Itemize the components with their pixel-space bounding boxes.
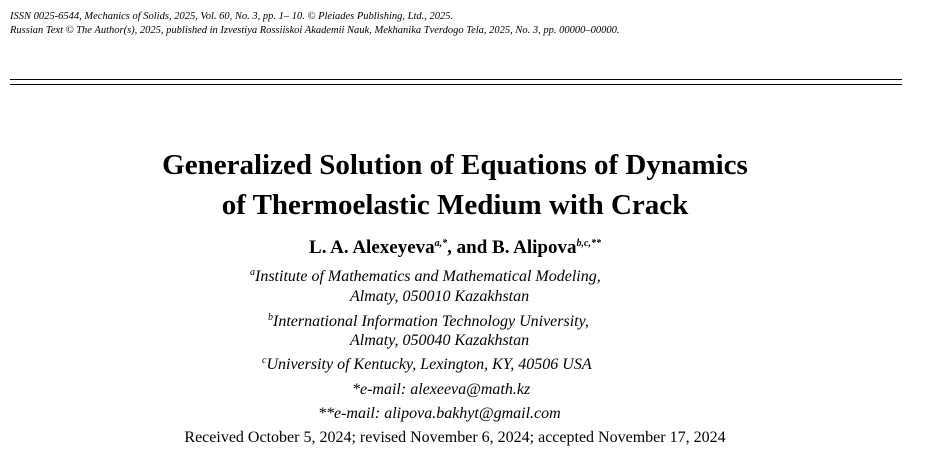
header-rule-top: [10, 79, 902, 80]
author-2-email[interactable]: **e-mail: alipova.bakhyt@gmail.com: [318, 405, 561, 422]
paper-title-line-1: Generalized Solution of Equations of Dynamics: [162, 149, 748, 181]
header-rule-bottom: [10, 84, 902, 85]
affiliation-c-mark: c: [262, 355, 267, 366]
russian-text-citation-line: Russian Text © The Author(s), 2025, published in Izvestiya Rossiiskoi Akademii Nauk, Mekhanika Tverdogo Tela, 2025, No. 3, pp. 00000–00000.: [10, 25, 620, 36]
journal-citation-line: ISSN 0025-6544, Mechanics of Solids, 2025, Vol. 60, No. 3, pp. 1– 10. © Pleiades Publishing, Ltd., 2025.: [10, 11, 454, 22]
author-2-name: B. Alipova: [492, 237, 577, 258]
author-1-email[interactable]: *e-mail: alexeeva@math.kz: [352, 381, 531, 398]
affiliation-b-line-2: Almaty, 050040 Kazakhstan: [350, 332, 530, 349]
affiliation-a-mark: a: [250, 267, 255, 278]
author-1-marks: a,*: [434, 238, 448, 249]
paper-title-line-2: of Thermoelastic Medium with Crack: [221, 189, 689, 221]
affiliation-a-line-1: $^a$Institute of Mathematics and Mathematical Modeling,: [250, 267, 601, 285]
affiliation-c-line-1: $^c$University of Kentucky, Lexington, KY, 40506 USA: [262, 355, 592, 373]
affiliation-b-mark: b: [268, 312, 273, 323]
affiliation-a-line-2: Almaty, 050010 Kazakhstan: [350, 288, 530, 305]
author-1-name: L. A. Alexeyeva: [309, 237, 435, 258]
author-2-marks: b,c,**: [576, 238, 601, 249]
author-list: [0, 236, 910, 260]
affiliation-b-line-1: $^b$International Information Technology University,: [268, 312, 589, 330]
author-separator: , and: [447, 237, 493, 258]
received-dates: Received October 5, 2024; revised November 6, 2024; accepted November 17, 2024: [184, 429, 726, 446]
